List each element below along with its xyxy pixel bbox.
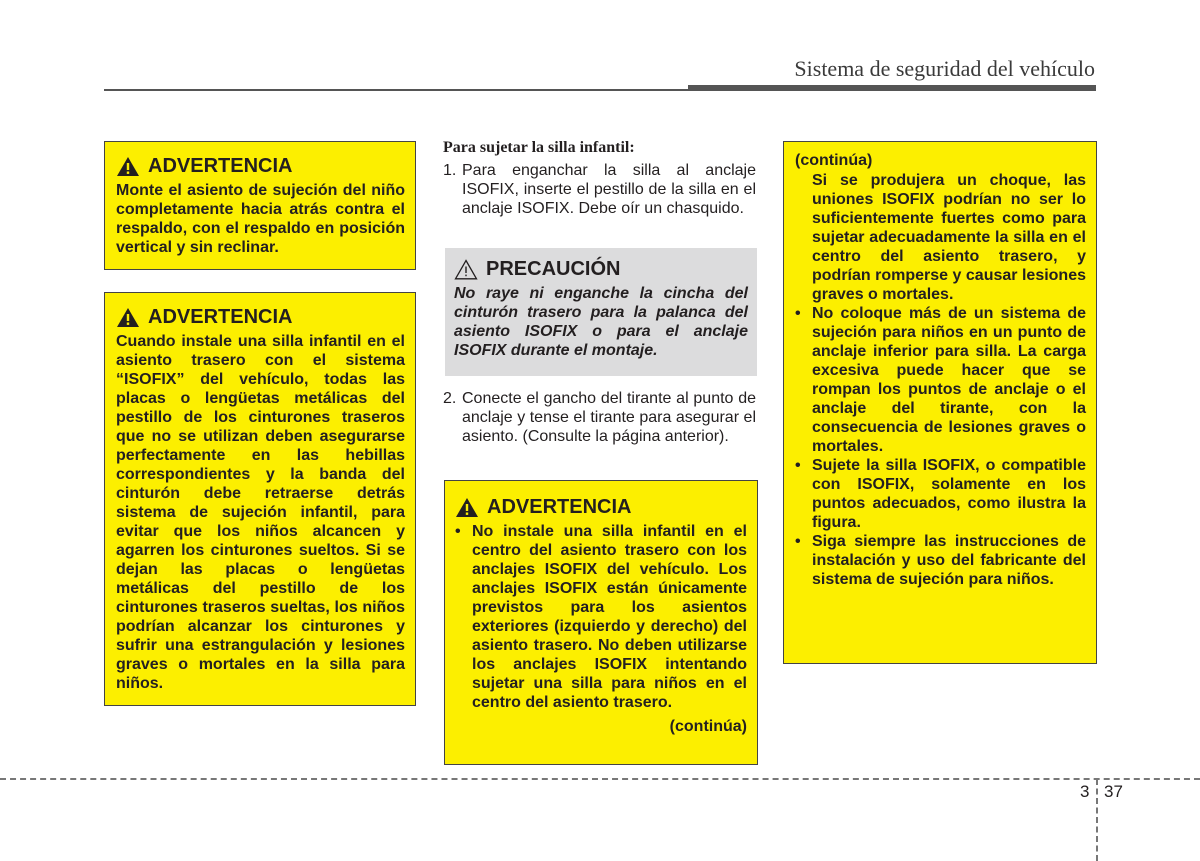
list-item <box>795 456 1086 532</box>
bullet-mark: • <box>795 533 801 550</box>
caution-triangle-icon <box>454 259 478 280</box>
section-heading: Para sujetar la silla infantil: <box>443 139 635 156</box>
list-item <box>455 522 747 712</box>
step-2 <box>443 389 756 446</box>
page-number: 37 <box>1104 782 1123 801</box>
warning-triangle-icon <box>116 307 140 328</box>
bullet-text: Sujete la silla ISOFIX, o compatible con ISOFIX, solamente en los puntos adecuados, como ilustra la figura. <box>812 457 1086 531</box>
step-number: 1. <box>443 162 457 179</box>
bullet-text: Siga siempre las instrucciones de instalación y uso del fabricante del sistema de sujeción para niños. <box>812 533 1086 588</box>
step-text: Conecte el gancho del tirante al punto de anclaje y tense el tirante para asegurar el asiento. (Consulte la página anterior). <box>462 390 756 445</box>
bullet-mark: • <box>455 523 461 540</box>
header-rule-thin <box>104 89 688 91</box>
page-header-title: Sistema de seguridad del vehículo <box>794 56 1095 81</box>
warning-intro: Si se produjera un choque, las uniones ISOFIX podrían no ser lo suficientemente fuertes como para sujetar adecuadamente la silla en el centro del asiento trasero, y podrían romperse y causar lesiones graves o mortales. <box>812 172 1086 303</box>
caution-title-text: PRECAUCIÓN <box>486 258 621 280</box>
bullet-mark: • <box>795 305 801 322</box>
warning-body: Cuando instale una silla infantil en el asiento trasero con el sistema “ISOFIX” del vehículo, todas las placas o lengüetas metálicas del pestillo de los cinturones traseros que no se utilizan deben asegurarse perfectamente en las hebillas correspondientes y la banda del cinturón debe retraerse detrás sistema de sujeción infantil, para evitar que los niños alcancen y agarren los cinturones sueltos. Si se dejan las placas o lengüetas metálicas del pestillo de los cinturones traseros sueltas, los niños podrían alcanzar los cinturones y sufrir una estrangulación y lesiones graves o mortales en la silla para niños. <box>116 333 405 692</box>
warning-body: Monte el asiento de sujeción del niño completamente hacia atrás contra el respaldo, con el respaldo en posición vertical y sin reclinar. <box>116 182 405 256</box>
warning-title <box>116 306 405 328</box>
warning-triangle-icon <box>455 497 479 518</box>
warning-title-text: ADVERTENCIA <box>148 306 293 328</box>
step-number: 2. <box>443 390 457 407</box>
step-text: Para enganchar la silla al anclaje ISOFIX, inserte el pestillo de la silla en el anclaje ISOFIX. Debe oír un chasquido. <box>462 162 756 217</box>
list-item <box>795 532 1086 589</box>
caution-body: No raye ni enganche la cincha del cinturón trasero para la palanca del asiento ISOFIX o para el anclaje ISOFIX durante el montaje. <box>454 285 748 359</box>
list-item <box>795 304 1086 456</box>
footer-dashed-divider <box>1096 779 1098 861</box>
caution-title <box>454 258 748 280</box>
warning-bullet-list <box>795 304 1086 589</box>
header-rule-thick <box>688 85 1096 91</box>
warning-title-text: ADVERTENCIA <box>148 155 293 177</box>
warning-box-3 <box>444 480 758 765</box>
continued-header: (continúa) <box>795 152 873 169</box>
caution-box <box>445 248 757 376</box>
warning-triangle-icon <box>116 156 140 177</box>
warning-bullet-list <box>455 522 747 712</box>
step-1 <box>443 161 756 218</box>
continued-label: (continúa) <box>669 718 747 735</box>
footer-dashed-rule <box>0 778 1200 780</box>
warning-title-text: ADVERTENCIA <box>487 496 632 518</box>
bullet-mark: • <box>795 457 801 474</box>
bullet-text: No instale una silla infantil en el centro del asiento trasero con los anclajes ISOFIX del vehículo. Los anclajes ISOFIX están únicamente previstos para los asientos exteriores (izquierdo y derecho) del asiento trasero. No deben utilizarse los anclajes ISOFIX intentando sujetar una silla para niños en el centro del asiento trasero. <box>472 523 747 711</box>
warning-box-1 <box>104 141 416 270</box>
warning-box-4 <box>783 141 1097 664</box>
warning-box-2 <box>104 292 416 706</box>
bullet-text: No coloque más de un sistema de sujeción para niños en un punto de anclaje inferior para silla. La carga excesiva puede hacer que se rompan los puntos de anclaje o el anclaje del tirante, con la consecuencia de lesiones graves o mortales. <box>812 305 1086 455</box>
warning-title <box>116 155 405 177</box>
chapter-number: 3 <box>1080 782 1090 801</box>
warning-title <box>455 496 747 518</box>
